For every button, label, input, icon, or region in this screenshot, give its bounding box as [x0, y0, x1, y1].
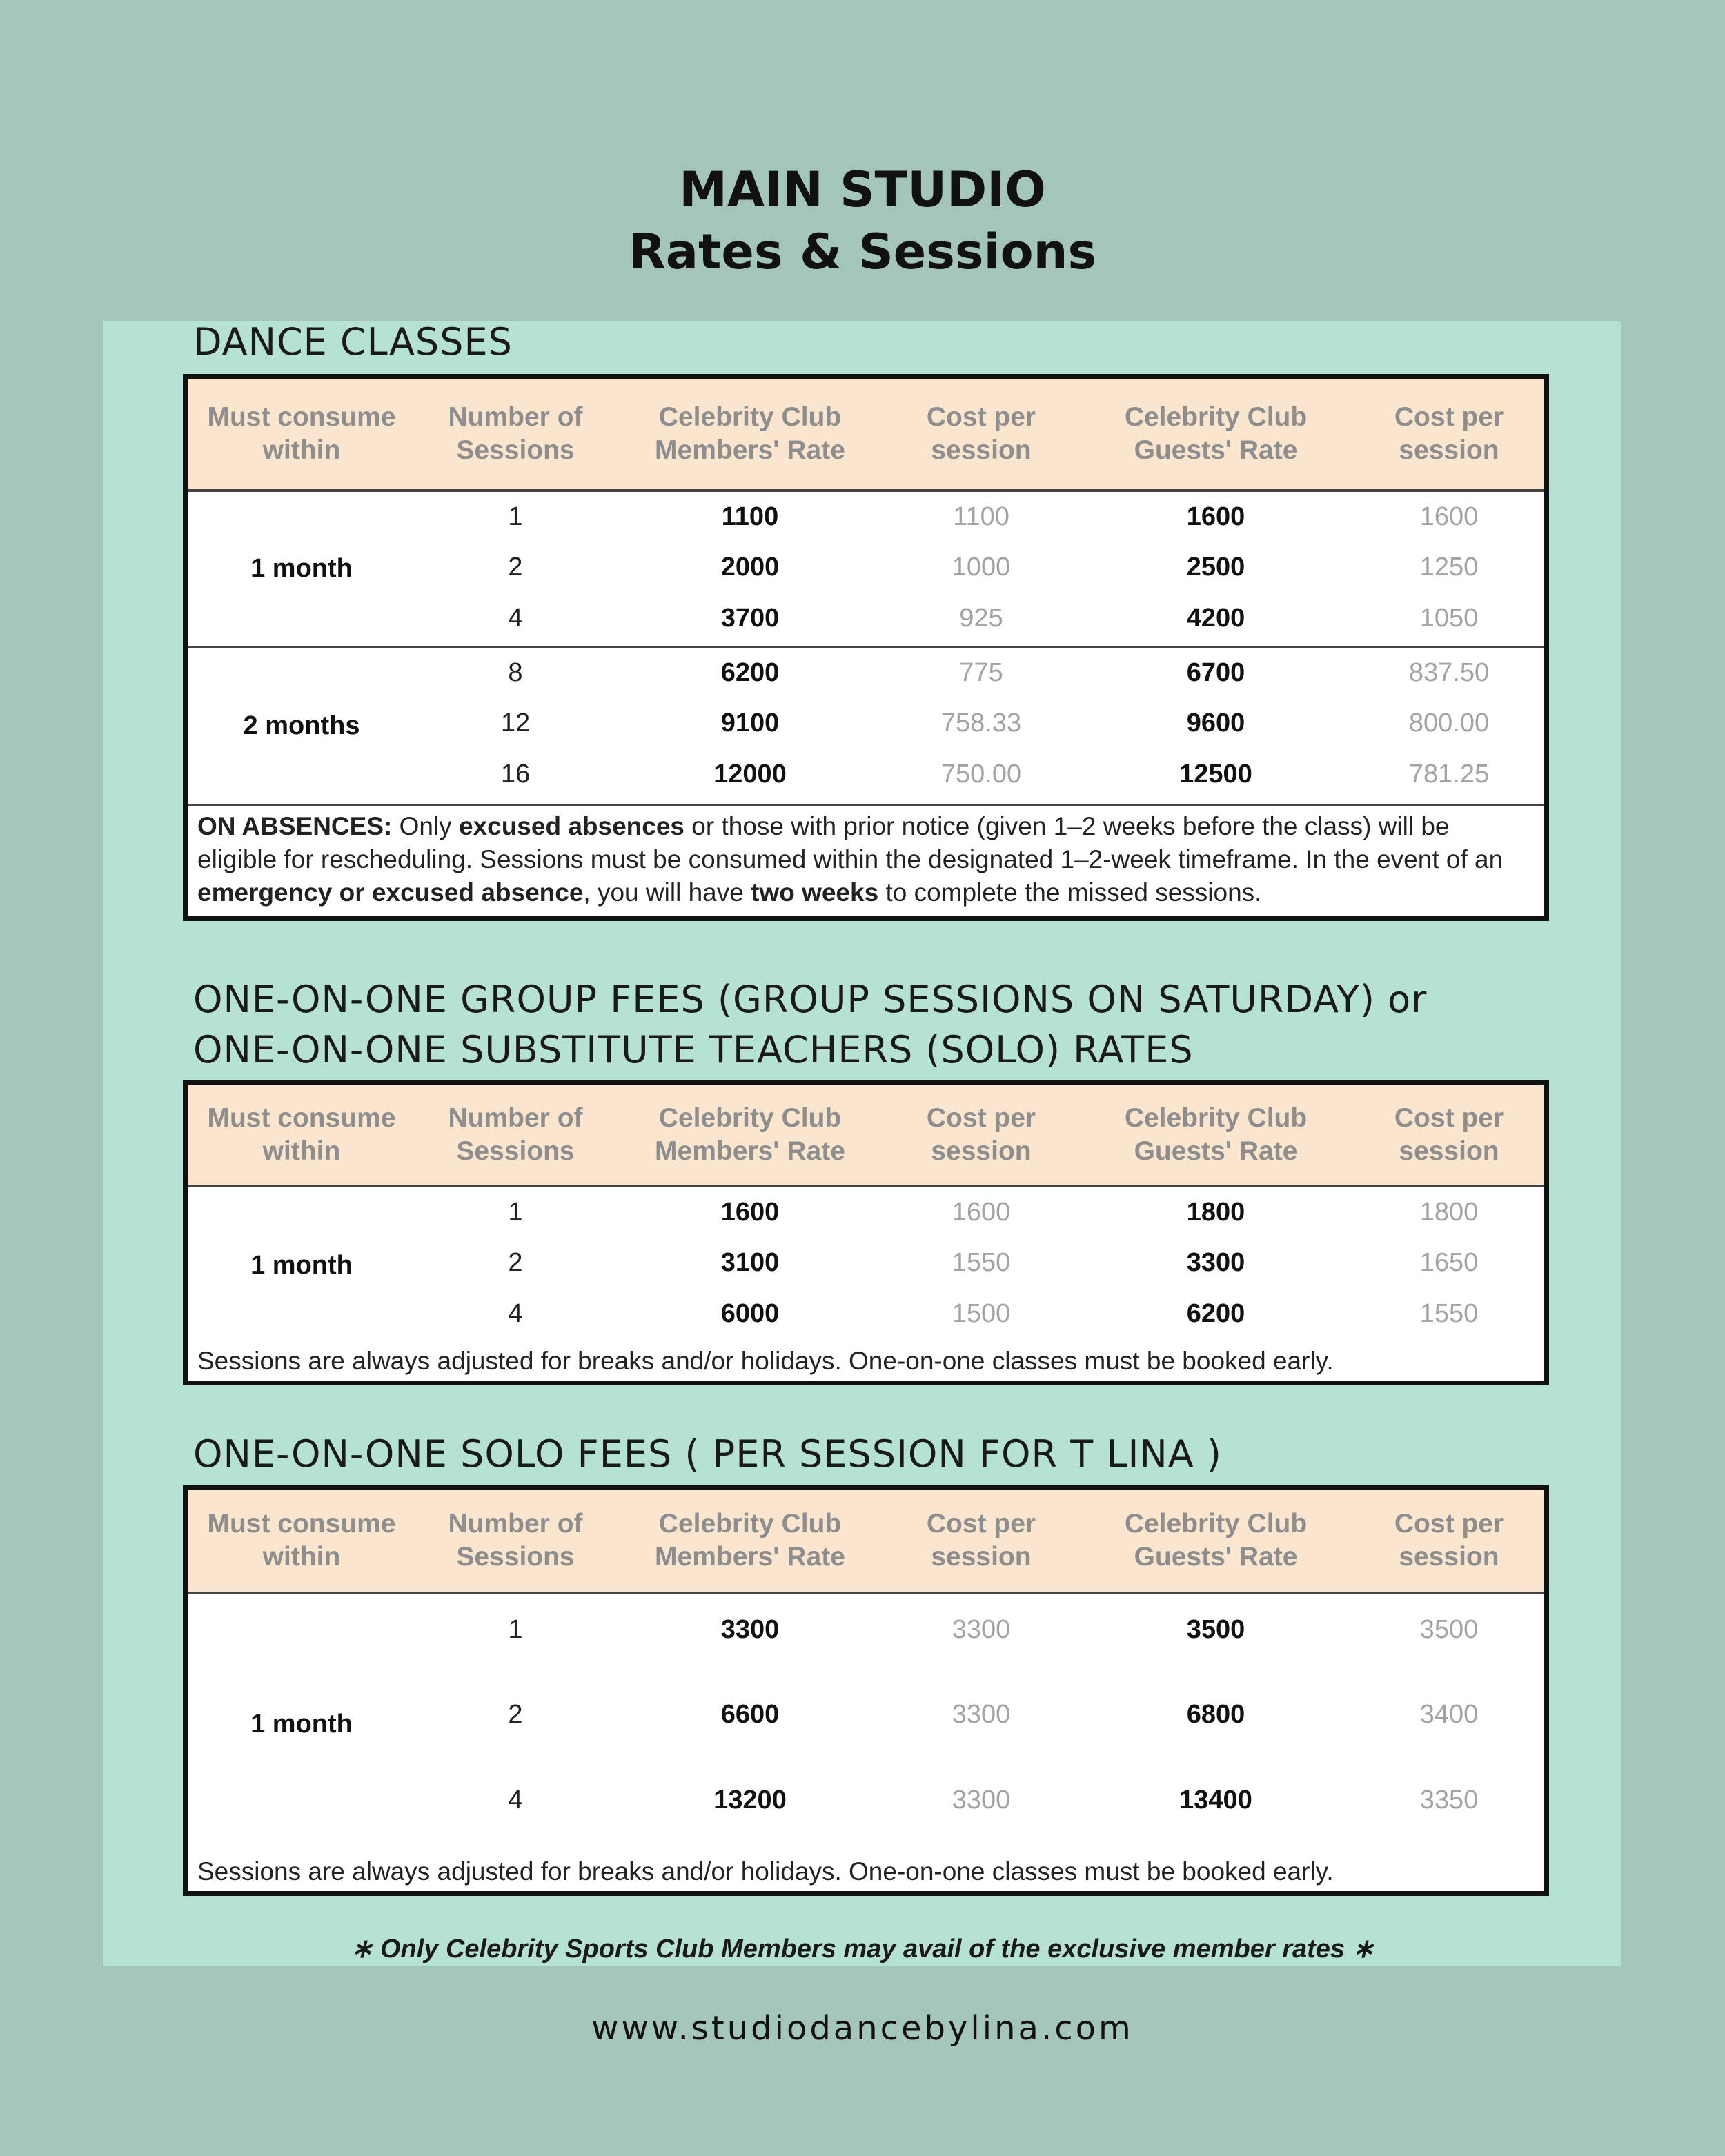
header-members-cost-per-session: Cost per session [926, 1103, 1036, 1166]
header-guests-cost-per-session: Cost per session [1394, 1103, 1504, 1166]
guests-rate-cell: 2500 [1186, 553, 1245, 582]
guests-cost-cell: 781.25 [1408, 759, 1490, 789]
guests-rate-cell: 12500 [1179, 759, 1252, 789]
members-cost-cell: 925 [959, 603, 1003, 633]
guests-rate-cell: 6200 [1186, 1298, 1245, 1328]
guests-rate-cell: 1600 [1186, 502, 1245, 532]
consume-within-label: 2 months [243, 711, 360, 740]
members-rate-cell: 6600 [720, 1700, 780, 1730]
guests-cost-cell: 3400 [1419, 1700, 1479, 1730]
row-group [188, 1187, 1544, 1343]
members-rate-cell: 2000 [720, 553, 780, 582]
guests-rate-cell: 9600 [1186, 709, 1245, 738]
guests-cost-cell: 1250 [1419, 553, 1479, 582]
table-header [188, 1490, 1544, 1594]
guests-rate-cell: 3300 [1186, 1248, 1245, 1278]
guests-rate-cell: 6700 [1186, 658, 1245, 688]
guests-cost-cell: 1550 [1419, 1298, 1479, 1328]
members-rate-cell: 13200 [713, 1785, 787, 1814]
header-number-of-sessions: Number of Sessions [448, 1509, 583, 1572]
solo-fees-table [183, 1485, 1549, 1896]
dance-classes-title: DANCE CLASSES [193, 320, 513, 364]
sessions-cell: 12 [500, 709, 531, 738]
members-cost-cell: 1000 [952, 553, 1011, 582]
members-rate-cell: 6200 [720, 658, 780, 688]
group-fees-title: ONE-ON-ONE GROUP FEES (GROUP SESSIONS ON SATURDAY) or ONE-ON-ONE SUBSTITUTE TEACHERS (SOLO) RATES [193, 978, 1428, 1071]
members-rate-cell: 3300 [720, 1615, 780, 1645]
header-guests-rate: Celebrity Club Guests' Rate [1124, 1103, 1308, 1166]
sessions-cell: 1 [508, 1615, 523, 1645]
guests-cost-cell: 1800 [1419, 1198, 1479, 1227]
table-row [415, 698, 1544, 749]
header-guests-rate: Celebrity Club Guests' Rate [1124, 1509, 1308, 1572]
members-rate-cell: 1600 [720, 1198, 780, 1227]
table-header [188, 1085, 1544, 1187]
sessions-cell: 4 [508, 603, 523, 633]
absences-note: ON ABSENCES: Only excused absences or those with prior notice (given 1–2 weeks before the class) will be eligible for rescheduling. Sessions must be consumed within the designated 1–2-week timeframe. In the event of an emergency or excused absence, you will have two weeks to complete the missed sessions. [188, 804, 1544, 916]
table-row [415, 1238, 1544, 1288]
guests-cost-cell: 837.50 [1408, 658, 1490, 688]
table-row [415, 1588, 1544, 1672]
guests-rate-cell: 13400 [1179, 1785, 1252, 1814]
table-row [415, 1187, 1544, 1238]
members-cost-cell: 775 [959, 658, 1003, 688]
table-header [188, 379, 1544, 492]
sessions-cell: 2 [508, 1700, 523, 1730]
row-group [188, 492, 1544, 648]
guests-cost-cell: 3500 [1419, 1615, 1479, 1645]
header-must-consume-within: Must consume within [207, 402, 396, 465]
table-row [415, 648, 1544, 698]
header-members-cost-per-session: Cost per session [926, 1509, 1036, 1572]
table-row [415, 542, 1544, 593]
members-cost-cell: 3300 [952, 1700, 1011, 1730]
members-rate-cell: 9100 [720, 709, 780, 738]
sessions-cell: 1 [508, 1198, 523, 1227]
header-members-rate: Celebrity Club Members' Rate [655, 402, 845, 465]
website-url[interactable]: www.studiodancebylina.com [591, 2009, 1134, 2048]
members-rate-cell: 3700 [720, 603, 780, 633]
guests-rate-cell: 4200 [1186, 603, 1245, 633]
solo-fees-note: Sessions are always adjusted for breaks and/or holidays. One-on-one classes must be booked early. [197, 1857, 1334, 1886]
row-group [188, 648, 1544, 804]
dance-classes-table [183, 374, 1549, 921]
members-cost-cell: 1600 [952, 1198, 1011, 1227]
table-row [415, 749, 1544, 800]
members-cost-cell: 3300 [952, 1785, 1011, 1814]
header-guests-cost-per-session: Cost per session [1394, 402, 1504, 465]
solo-fees-title: ONE-ON-ONE SOLO FEES ( PER SESSION FOR T LINA ) [193, 1432, 1222, 1476]
consume-within-label: 1 month [250, 1709, 353, 1739]
header-members-rate: Celebrity Club Members' Rate [655, 1103, 845, 1166]
header-must-consume-within: Must consume within [207, 1103, 396, 1166]
header-number-of-sessions: Number of Sessions [448, 402, 583, 465]
members-cost-cell: 1500 [952, 1298, 1011, 1328]
header-guests-cost-per-session: Cost per session [1394, 1509, 1504, 1572]
group-fees-table [183, 1080, 1549, 1385]
members-cost-cell: 1550 [952, 1248, 1011, 1278]
sessions-cell: 4 [508, 1298, 523, 1328]
table-row [415, 1672, 1544, 1757]
page-subtitle: Rates & Sessions [628, 224, 1097, 280]
sessions-cell: 2 [508, 553, 523, 582]
header-must-consume-within: Must consume within [207, 1509, 396, 1572]
sessions-cell: 16 [500, 759, 531, 789]
members-cost-cell: 758.33 [940, 709, 1022, 738]
header-members-rate: Celebrity Club Members' Rate [655, 1509, 845, 1572]
row-group [188, 1594, 1544, 1854]
member-rates-footnote: ∗ Only Celebrity Sports Club Members may avail of the exclusive member rates ∗ [351, 1935, 1374, 1964]
header-number-of-sessions: Number of Sessions [448, 1103, 583, 1166]
page-title: MAIN STUDIO [679, 161, 1046, 218]
members-cost-cell: 750.00 [940, 759, 1022, 789]
header-members-cost-per-session: Cost per session [926, 402, 1036, 465]
members-cost-cell: 3300 [952, 1615, 1011, 1645]
guests-cost-cell: 3350 [1419, 1785, 1479, 1814]
guests-rate-cell: 3500 [1186, 1615, 1245, 1645]
table-row [415, 492, 1544, 542]
guests-cost-cell: 800.00 [1408, 709, 1490, 738]
group-fees-note: Sessions are always adjusted for breaks and/or holidays. One-on-one classes must be booked early. [197, 1347, 1334, 1375]
sessions-cell: 1 [508, 502, 523, 532]
consume-within-label: 1 month [250, 554, 353, 583]
guests-cost-cell: 1050 [1419, 603, 1479, 633]
guests-cost-cell: 1600 [1419, 502, 1479, 532]
consume-within-label: 1 month [250, 1250, 353, 1280]
sessions-cell: 2 [508, 1248, 523, 1278]
members-rate-cell: 6000 [720, 1298, 780, 1328]
members-rate-cell: 1100 [721, 502, 779, 532]
table-row [415, 593, 1544, 644]
header-guests-rate: Celebrity Club Guests' Rate [1124, 402, 1308, 465]
members-rate-cell: 12000 [713, 759, 787, 789]
sessions-cell: 4 [508, 1785, 523, 1814]
guests-rate-cell: 1800 [1186, 1198, 1245, 1227]
guests-cost-cell: 1650 [1419, 1248, 1479, 1278]
table-row [415, 1758, 1544, 1843]
guests-rate-cell: 6800 [1186, 1700, 1245, 1730]
members-rate-cell: 3100 [720, 1248, 780, 1278]
members-cost-cell: 1100 [953, 502, 1009, 532]
sessions-cell: 8 [508, 658, 523, 688]
table-row [415, 1289, 1544, 1339]
